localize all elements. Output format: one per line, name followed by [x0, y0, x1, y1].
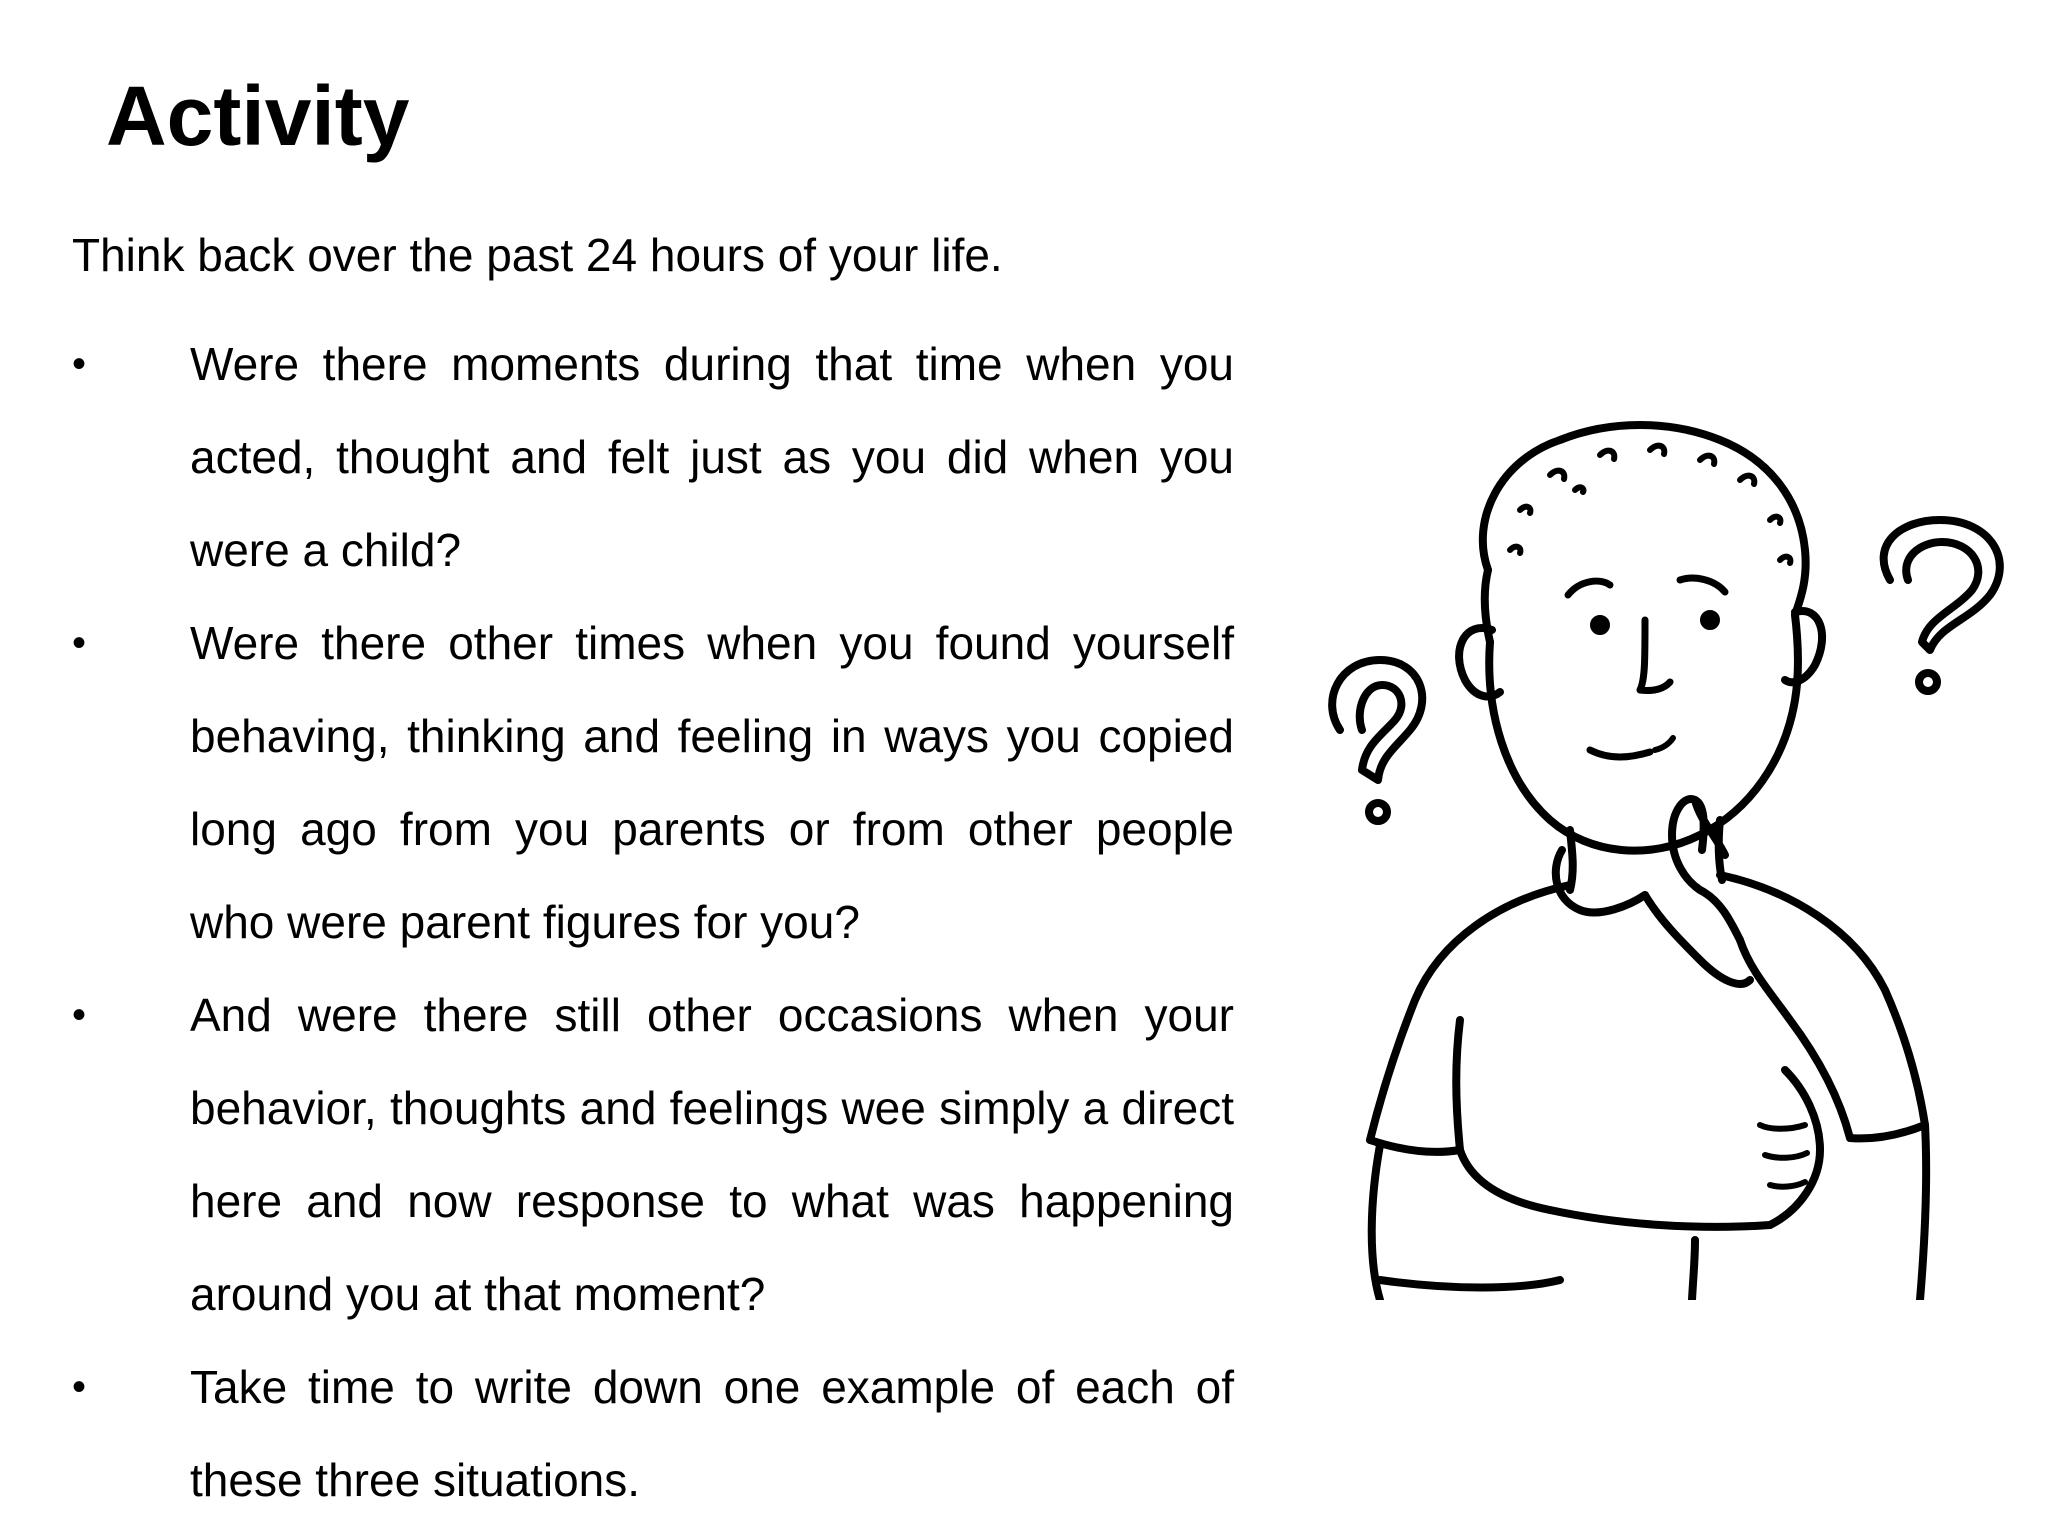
bullet-marker: • — [72, 1365, 87, 1409]
thinking-person-icon — [1300, 380, 2020, 1300]
right-ear-icon — [1785, 611, 1822, 682]
raised-arm-icon — [1740, 940, 1850, 1138]
question-mark-left-icon — [1332, 660, 1422, 821]
thinking-person-illustration — [1300, 380, 2020, 1300]
bullet-item — [72, 1341, 1234, 1527]
bullet-item — [72, 969, 1234, 1341]
bullet-text: Were there moments during that time when you acted, thought and felt just as you did when you were a child? — [190, 338, 1234, 576]
bullet-item — [72, 318, 1234, 597]
bullet-list — [72, 318, 1234, 1527]
intro-text: Think back over the past 24 hours of your life. — [72, 229, 1003, 281]
bullet-text: And were there still other occasions when your behavior, thoughts and feelings wee simply a direct here and now response to what was happening around you at that moment? — [190, 989, 1234, 1320]
question-mark-right-icon — [1884, 520, 2000, 691]
bullet-marker: • — [72, 621, 87, 665]
bullet-marker: • — [72, 342, 87, 386]
shirt-left-outline-icon — [1370, 885, 1570, 1140]
shirt-right-outline-icon — [1720, 875, 1925, 1125]
bullet-text: Take time to write down one example of each of these three situations. — [190, 1361, 1234, 1506]
bullet-text: Were there other times when you found yourself behaving, thinking and feeling in ways you copied long ago from you parents or from other people who were parent figures for you? — [190, 617, 1234, 948]
slide-title: Activity — [106, 69, 410, 163]
bullet-item — [72, 597, 1234, 969]
hair-outline-icon — [1483, 425, 1806, 615]
bullet-marker: • — [72, 993, 87, 1037]
